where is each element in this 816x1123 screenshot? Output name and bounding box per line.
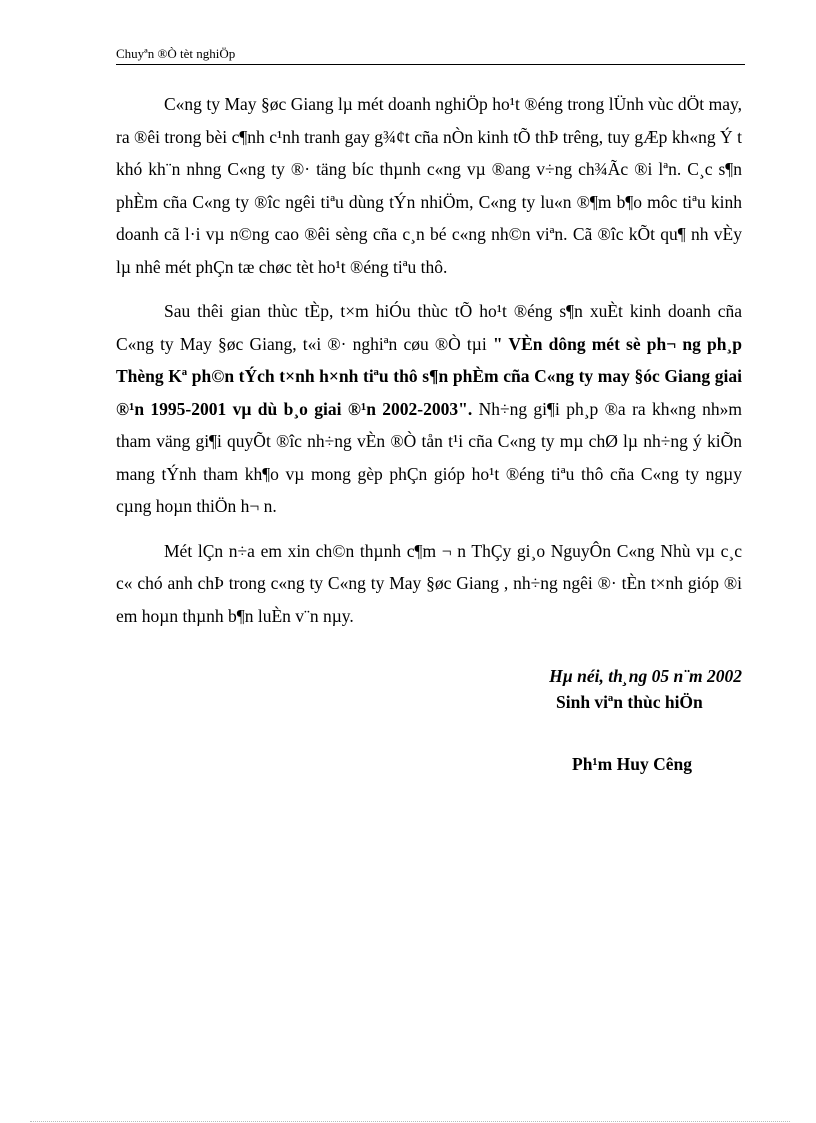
body-text: [116, 88, 742, 644]
paragraph-2: [116, 295, 742, 523]
page-bottom-rule: [30, 1121, 790, 1122]
thesis-title: " VÈn dông mét sè ph¬ ng ph¸p Thèng Kª ph©n tÝch t×nh h×nh tiªu thô s¶n phÈm cña C«ng ty may §óc Giang giai ®¹n 1995-2001 vµ dù b¸o giai ®¹n 2002-2003".: [116, 333, 742, 419]
signature-place-date: Hµ néi, th¸ng 05 n¨m 2002: [549, 666, 742, 686]
signature-name: Ph¹m Huy Cêng: [572, 754, 692, 774]
paragraph-1-text: C«ng ty May §øc Giang lµ mét doanh nghiÖp ho¹t ®éng trong lÜnh vùc dÖt may, ra ®êi trong bèi c¶nh c¹nh tranh gay g¾¢t cña nÒn kinh tÕ thÞ trêng, tuy gÆp kh«ng Ý t khó kh¨n nhng C«ng ty ®· täng bíc thµnh c«ng vµ ®ang v÷ng ch¾Ãc ®i lªn. C¸c s¶n phÈm cña C«ng ty ®îc ngêi tiªu dùng tÝn nhiÖm, C«ng ty lu«n ®¶m b¶o môc tiªu kinh doanh cã l·i vµ n©ng cao ®êi sèng cña c¸n bé c«ng nh©n viªn. Cã ®îc kÕt qu¶ nh vÈy lµ nhê mét phÇn tæ chøc tèt ho¹t ®éng tiªu thô.: [116, 94, 742, 277]
running-header: Chuyªn ®Ò tèt nghiÖp: [116, 46, 236, 61]
signature-role: Sinh viªn thùc hiÖn: [556, 692, 703, 712]
header-rule: [116, 64, 745, 65]
paragraph-2-text: Sau thêi gian thùc tÈp, t×m hiÓu thùc tÕ ho¹t ®éng s¶n xuÈt kinh doanh cña C«ng ty May §øc Giang, t«i ®· nghiªn cøu ®Ò tµi: [116, 301, 742, 354]
paragraph-3-text: Mét lÇn n÷a em xin ch©n thµnh c¶m ¬ n ThÇy gi¸o NguyÔn C«ng Nhù vµ c¸c c« chó anh chÞ trong c«ng ty C«ng ty May §øc Giang , nh÷ng ngêi ®· tÈn t×nh gióp ®i em hoµn thµnh b¶n luÈn v¨n nµy.: [116, 540, 742, 626]
paragraph-1: [116, 88, 742, 283]
paragraph-3: [116, 535, 742, 633]
paragraph-2-tail: Nh÷ng gi¶i ph¸p ®a ra kh«ng nh»m tham väng gi¶i quyÕt ®îc nh÷ng vÈn ®Ò tån t¹i cña C«ng ty mµ chØ lµ nh÷ng ý kiÕn mang tÝnh tham kh¶o vµ mong gèp phÇn gióp ho¹t ®éng tiªu thô cña C«ng ty ngµy cµng hoµn thiÖn h¬ n.: [116, 398, 742, 516]
